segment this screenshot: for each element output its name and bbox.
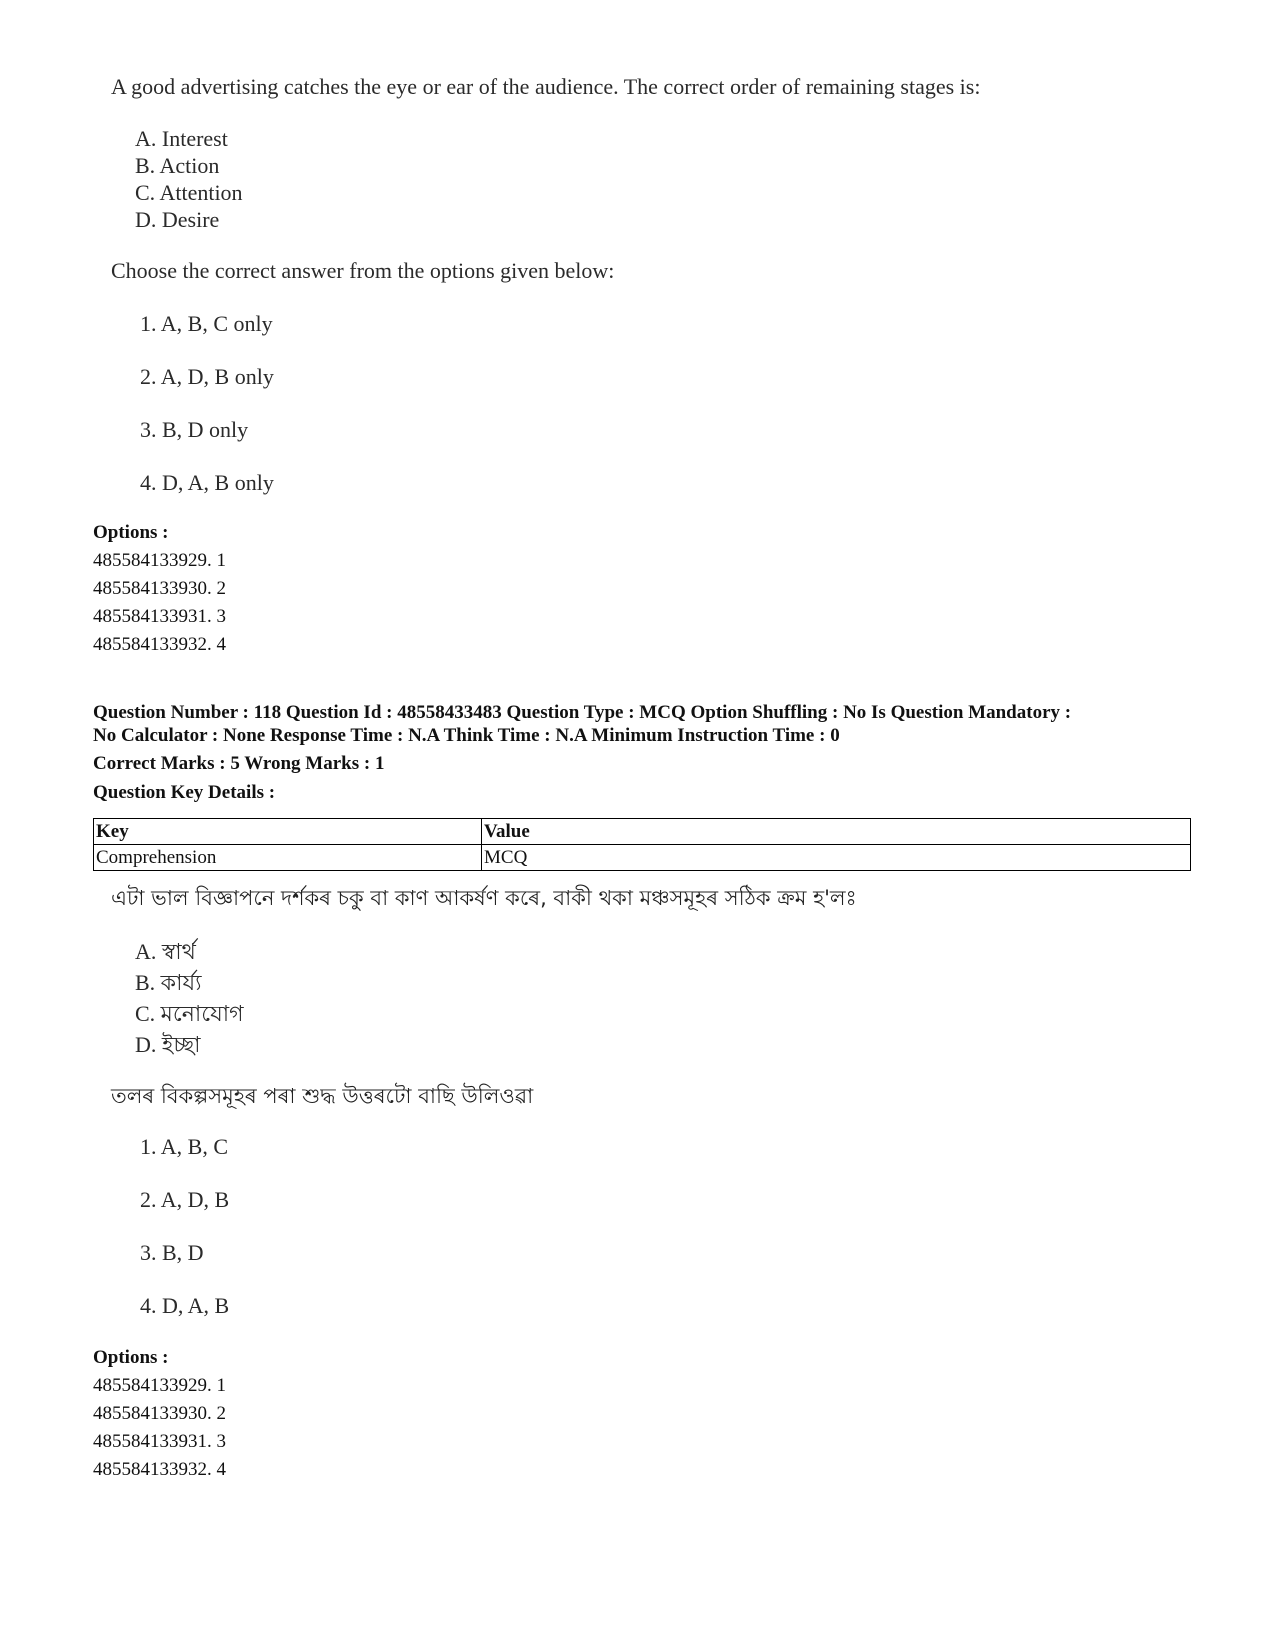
marks-line: Correct Marks : 5 Wrong Marks : 1 (93, 753, 385, 774)
question-stem: এটা ভাল বিজ্ঞাপনে দৰ্শকৰ চকু বা কাণ আকৰ্ষণ কৰে, বাকী থকা মঞ্চসমূহৰ সঠিক ক্ৰম হ'লঃ (111, 886, 857, 910)
option-line: 485584133931. 3 (93, 1431, 226, 1452)
stage-item: D. ইচ্ছা (135, 1032, 201, 1057)
question-stem: A good advertising catches the eye or ear of the audience. The correct order of remaining stages is: (111, 74, 981, 99)
key-details-table (93, 818, 1191, 871)
options-heading: Options : (93, 1347, 169, 1368)
stage-item: D. Desire (135, 207, 220, 232)
stage-item: C. Attention (135, 180, 243, 205)
answer-choice: 1. A, B, C (140, 1134, 229, 1159)
table-header-key: Key (94, 819, 482, 845)
option-line: 485584133929. 1 (93, 550, 226, 571)
answer-choice: 4. D, A, B only (140, 470, 274, 495)
table-row (94, 845, 1191, 871)
stage-item: A. Interest (135, 126, 228, 151)
table-header-value: Value (482, 819, 1191, 845)
option-line: 485584133932. 4 (93, 634, 226, 655)
option-line: 485584133932. 4 (93, 1459, 226, 1480)
stage-item: B. Action (135, 153, 220, 178)
answer-choice: 3. B, D only (140, 417, 249, 442)
question-meta-line: No Calculator : None Response Time : N.A Think Time : N.A Minimum Instruction Time : 0 (93, 725, 840, 746)
stage-item: A. স্বাৰ্থ (135, 939, 196, 964)
option-line: 485584133930. 2 (93, 1403, 226, 1424)
answer-choice: 4. D, A, B (140, 1293, 230, 1318)
answer-choice: 3. B, D (140, 1240, 204, 1265)
table-header-row (94, 819, 1191, 845)
key-details-heading: Question Key Details : (93, 782, 276, 803)
option-line: 485584133931. 3 (93, 606, 226, 627)
question-meta-line: Question Number : 118 Question Id : 48558433483 Question Type : MCQ Option Shuffling : No Is Question Mandatory : (93, 702, 1072, 723)
option-line: 485584133929. 1 (93, 1375, 226, 1396)
answer-choice: 1. A, B, C only (140, 311, 273, 336)
table-cell: MCQ (482, 845, 1191, 871)
instruction-text: তলৰ বিকল্পসমূহৰ পৰা শুদ্ধ উত্তৰটো বাছি উলিওৱা (111, 1084, 534, 1108)
stage-item: B. কাৰ্য্য (135, 970, 202, 995)
option-line: 485584133930. 2 (93, 578, 226, 599)
answer-choice: 2. A, D, B only (140, 364, 274, 389)
stage-item: C. মনোযোগ (135, 1001, 244, 1026)
options-heading: Options : (93, 522, 169, 543)
instruction-text: Choose the correct answer from the options given below: (111, 258, 615, 283)
answer-choice: 2. A, D, B (140, 1187, 230, 1212)
table-cell: Comprehension (94, 845, 482, 871)
